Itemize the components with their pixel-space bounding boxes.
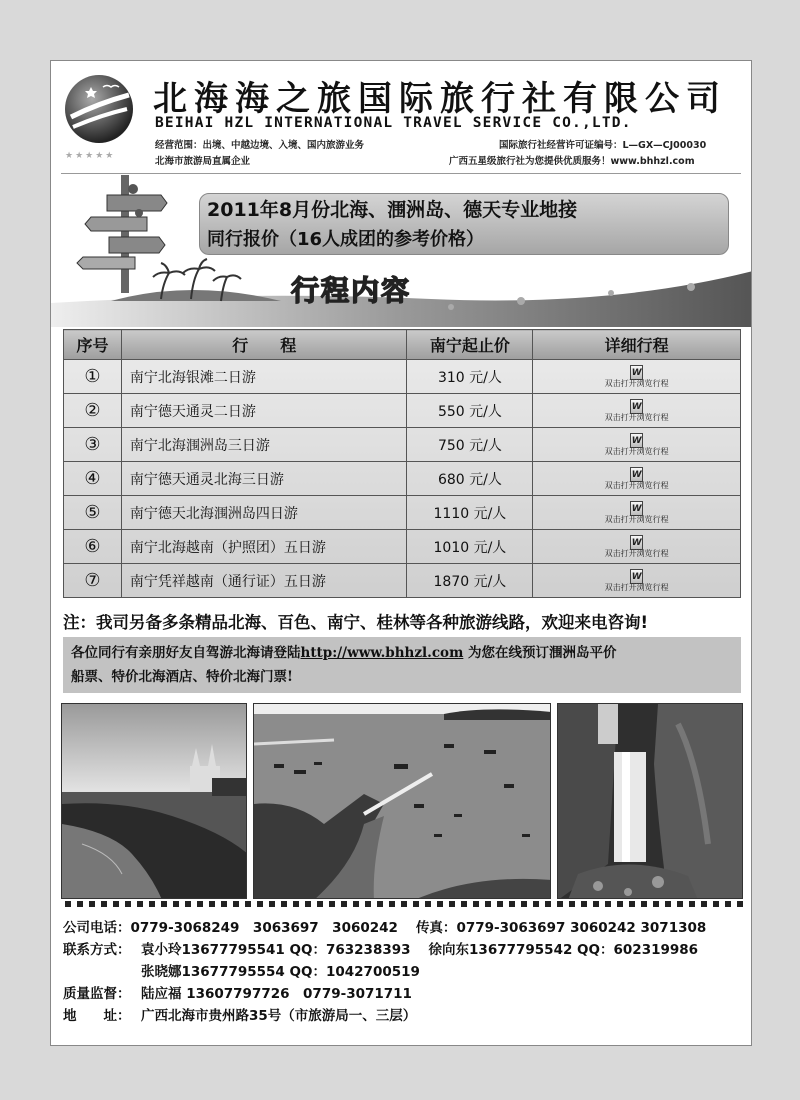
- film-hole: [257, 901, 263, 907]
- company-name-en: BEIHAI HZL INTERNATIONAL TRAVEL SERVICE CO.,LTD.: [155, 115, 632, 131]
- row-price: 1870 元/人: [407, 564, 533, 598]
- contact-person-2: 徐向东13677795542 QQ：602319986: [428, 942, 699, 958]
- film-hole: [713, 901, 719, 907]
- row-route: 南宁德天通灵北海三日游: [121, 462, 407, 496]
- film-hole: [377, 901, 383, 907]
- row-route: 南宁德天通灵二日游: [121, 394, 407, 428]
- film-hole: [101, 901, 107, 907]
- header: [51, 61, 751, 173]
- supervision-label: 质量监督：: [63, 986, 131, 1002]
- header-divider: [61, 173, 741, 174]
- row-price: 310 元/人: [407, 360, 533, 394]
- header-price: 南宁起止价: [407, 330, 533, 360]
- film-hole: [461, 901, 467, 907]
- open-itinerary-label: 双击打开浏览行程: [604, 446, 669, 456]
- row-route: 南宁北海涠洲岛三日游: [121, 428, 407, 462]
- flyer-page: [50, 60, 752, 1046]
- header-route: 行 程: [121, 330, 407, 360]
- film-hole: [521, 901, 527, 907]
- film-hole: [581, 901, 587, 907]
- film-hole: [413, 901, 419, 907]
- row-number: ④: [64, 462, 122, 496]
- open-itinerary-button[interactable]: [533, 564, 741, 598]
- word-document-icon: W: [630, 365, 643, 380]
- row-route: 南宁凭祥越南（通行证）五日游: [121, 564, 407, 598]
- film-hole: [497, 901, 503, 907]
- film-hole: [701, 901, 707, 907]
- film-hole: [281, 901, 287, 907]
- word-document-icon: W: [630, 433, 643, 448]
- harbor-photo: [253, 703, 551, 899]
- website-link[interactable]: http://www.bhhzl.com: [300, 645, 464, 661]
- film-hole: [149, 901, 155, 907]
- open-itinerary-label: 双击打开浏览行程: [604, 548, 669, 558]
- open-itinerary-button[interactable]: [533, 360, 741, 394]
- rating-stars-icon: ★★★★★: [65, 151, 116, 161]
- film-hole: [569, 901, 575, 907]
- film-hole: [425, 901, 431, 907]
- contact-person-1: 袁小玲13677795541 QQ：763238393: [141, 942, 411, 958]
- open-itinerary-label: 双击打开浏览行程: [604, 514, 669, 524]
- film-hole: [269, 901, 275, 907]
- word-document-icon: W: [630, 501, 643, 516]
- word-document-icon: W: [630, 399, 643, 414]
- waterfall-photo: [557, 703, 743, 899]
- film-hole: [173, 901, 179, 907]
- row-number: ①: [64, 360, 122, 394]
- row-number: ③: [64, 428, 122, 462]
- row-price: 550 元/人: [407, 394, 533, 428]
- film-hole: [329, 901, 335, 907]
- film-strip-decoration: [61, 899, 743, 909]
- film-hole: [605, 901, 611, 907]
- film-hole: [533, 901, 539, 907]
- open-itinerary-button[interactable]: [533, 496, 741, 530]
- table-row: [64, 394, 741, 428]
- film-hole: [161, 901, 167, 907]
- license-number: 国际旅行社经营许可证编号：L—GX—CJ00030: [499, 140, 707, 151]
- table-row: [64, 530, 741, 564]
- table-header-row: [64, 330, 741, 360]
- film-hole: [545, 901, 551, 907]
- contacts-label: 联系方式：: [63, 942, 131, 958]
- film-hole: [629, 901, 635, 907]
- row-number: ⑤: [64, 496, 122, 530]
- word-document-icon: W: [630, 467, 643, 482]
- film-hole: [65, 901, 71, 907]
- promo-text-cont: 为您在线预订涠洲岛平价: [463, 645, 617, 661]
- film-hole: [653, 901, 659, 907]
- row-route: 南宁北海银滩二日游: [121, 360, 407, 394]
- authority-note: 北海市旅游局直属企业: [155, 156, 251, 167]
- open-itinerary-button[interactable]: [533, 428, 741, 462]
- open-itinerary-label: 双击打开浏览行程: [604, 378, 669, 388]
- row-price: 1010 元/人: [407, 530, 533, 564]
- offer-subtitle: 同行报价（16人成团的参考价格）: [207, 229, 485, 250]
- row-number: ②: [64, 394, 122, 428]
- contact-person-3: 张晓娜13677795554 QQ：1042700519: [141, 964, 420, 980]
- open-itinerary-label: 双击打开浏览行程: [604, 582, 669, 592]
- film-hole: [209, 901, 215, 907]
- address: 广西北海市贵州路35号（市旅游局一、三层）: [141, 1008, 417, 1024]
- routes-note: 注：我司另备多条精品北海、百色、南宁、桂林等各种旅游线路，欢迎来电咨询!: [63, 613, 649, 632]
- film-hole: [485, 901, 491, 907]
- film-hole: [197, 901, 203, 907]
- film-hole: [353, 901, 359, 907]
- film-hole: [233, 901, 239, 907]
- film-hole: [185, 901, 191, 907]
- supervision-contact: 陆应福 13607797726 0779-3071711: [141, 986, 412, 1002]
- table-row: [64, 462, 741, 496]
- promo-text: 各位同行有亲朋好友自驾游北海请登陆: [71, 645, 301, 661]
- film-hole: [473, 901, 479, 907]
- film-hole: [245, 901, 251, 907]
- film-hole: [365, 901, 371, 907]
- film-hole: [89, 901, 95, 907]
- contact-block: [63, 917, 706, 1027]
- table-row: [64, 496, 741, 530]
- word-document-icon: W: [630, 535, 643, 550]
- offer-title: 2011年8月份北海、涠洲岛、德天专业地接: [207, 199, 578, 221]
- film-hole: [725, 901, 731, 907]
- film-hole: [401, 901, 407, 907]
- table-row: [64, 360, 741, 394]
- open-itinerary-button[interactable]: [533, 530, 741, 564]
- film-hole: [341, 901, 347, 907]
- phone-label: 公司电话：: [63, 920, 131, 936]
- film-hole: [125, 901, 131, 907]
- open-itinerary-button[interactable]: [533, 462, 741, 496]
- row-number: ⑦: [64, 564, 122, 598]
- film-hole: [737, 901, 743, 907]
- film-hole: [689, 901, 695, 907]
- business-scope: 经营范围：出境、中越边境、入境、国内旅游业务: [155, 140, 365, 151]
- film-hole: [305, 901, 311, 907]
- fax-numbers: 0779-3063697 3060242 3071308: [456, 920, 707, 936]
- film-hole: [641, 901, 647, 907]
- film-hole: [437, 901, 443, 907]
- beach-church-photo: [61, 703, 247, 899]
- film-hole: [317, 901, 323, 907]
- promo-text-line2: 船票、特价北海酒店、特价北海门票!: [71, 669, 293, 685]
- film-hole: [221, 901, 227, 907]
- promo-box: [63, 637, 741, 693]
- table-row: [64, 428, 741, 462]
- film-hole: [137, 901, 143, 907]
- open-itinerary-button[interactable]: [533, 394, 741, 428]
- price-table: [63, 329, 741, 598]
- film-hole: [557, 901, 563, 907]
- row-number: ⑥: [64, 530, 122, 564]
- film-hole: [593, 901, 599, 907]
- film-hole: [449, 901, 455, 907]
- film-hole: [665, 901, 671, 907]
- film-hole: [293, 901, 299, 907]
- header-detail: 详细行程: [533, 330, 741, 360]
- table-row: [64, 564, 741, 598]
- row-price: 750 元/人: [407, 428, 533, 462]
- row-route: 南宁德天北海涠洲岛四日游: [121, 496, 407, 530]
- open-itinerary-label: 双击打开浏览行程: [604, 480, 669, 490]
- film-hole: [677, 901, 683, 907]
- word-document-icon: W: [630, 569, 643, 584]
- row-price: 680 元/人: [407, 462, 533, 496]
- film-hole: [617, 901, 623, 907]
- film-hole: [509, 901, 515, 907]
- section-title: 行程内容: [291, 274, 412, 307]
- company-logo-icon: [63, 73, 135, 145]
- row-price: 1110 元/人: [407, 496, 533, 530]
- film-hole: [77, 901, 83, 907]
- phone-numbers: 0779-3068249 3063697 3060242: [130, 920, 398, 936]
- row-route: 南宁北海越南（护照团）五日游: [121, 530, 407, 564]
- film-hole: [113, 901, 119, 907]
- service-slogan: 广西五星级旅行社为您提供优质服务！www.bhhzl.com: [449, 156, 695, 167]
- banner: [51, 175, 751, 327]
- header-number: 序号: [64, 330, 122, 360]
- fax-label: 传真：: [415, 920, 457, 936]
- film-hole: [389, 901, 395, 907]
- address-label: 地 址：: [63, 1008, 131, 1024]
- open-itinerary-label: 双击打开浏览行程: [604, 412, 669, 422]
- company-name-cn: 北海海之旅国际旅行社有限公司: [153, 79, 727, 119]
